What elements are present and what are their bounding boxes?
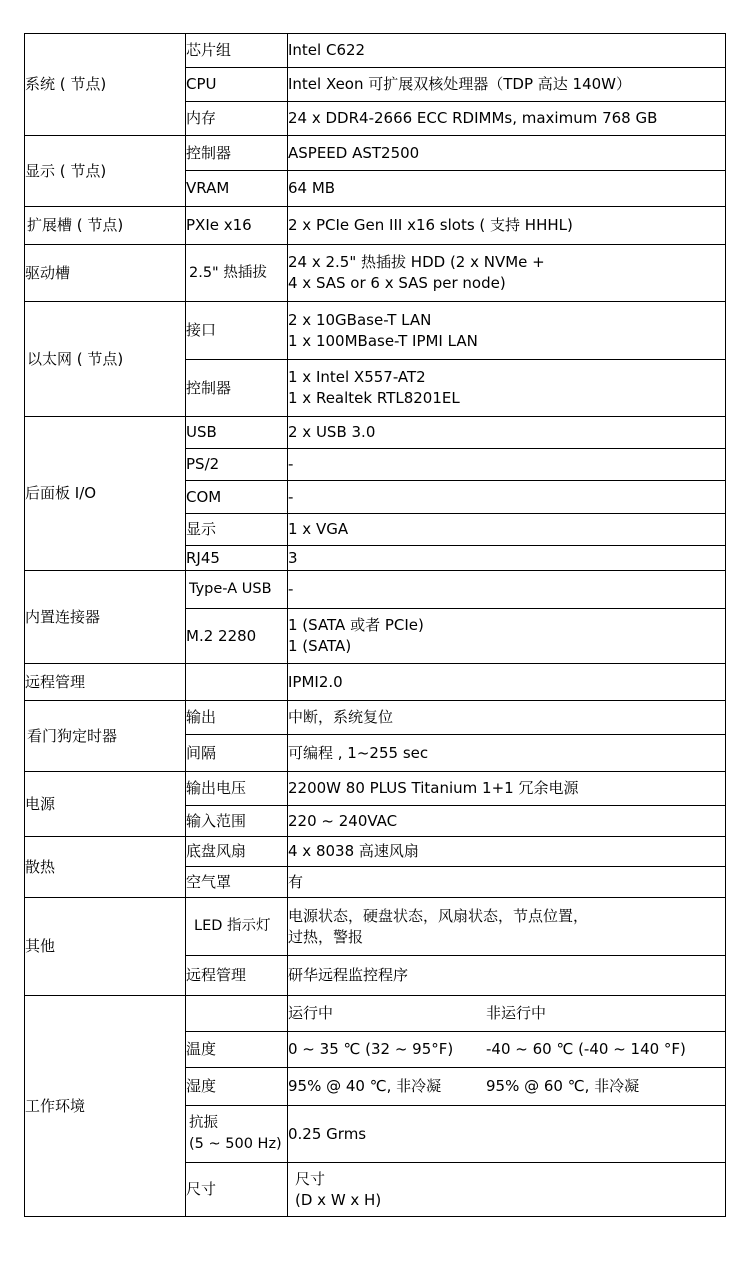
row-label: USB [186, 417, 288, 449]
value-operating: 95% @ 40 ℃, 非冷凝 [288, 1077, 442, 1095]
row-label: 接口 [186, 302, 288, 360]
table-row [25, 136, 726, 171]
table-row [25, 207, 726, 245]
label-line: (D x W x H) [295, 1190, 382, 1209]
category-rear-io: 后面板 I/O [25, 417, 186, 571]
table-row [25, 417, 726, 449]
label-line: 抗振 [189, 1115, 218, 1131]
category-dimensions: 尺寸 [186, 1163, 288, 1217]
row-label: M.2 2280 [186, 609, 288, 664]
row-label: PS/2 [186, 449, 288, 481]
row-label: 间隔 [186, 735, 288, 772]
value-line: 1 x Realtek RTL8201EL [288, 389, 460, 407]
value-non-operating: -40 ~ 60 ℃ (-40 ~ 140 °F) [486, 1040, 686, 1058]
label-line: (5 ~ 500 Hz) [189, 1136, 282, 1152]
row-label: 显示 [186, 514, 288, 546]
row-value: 3 [288, 546, 726, 571]
row-label: VRAM [186, 171, 288, 207]
row-label: LED 指示灯 [186, 898, 288, 956]
row-label [186, 1106, 288, 1163]
spec-table [24, 33, 726, 1217]
row-value: ASPEED AST2500 [288, 136, 726, 171]
label-line: 尺寸 [295, 1169, 326, 1188]
row-value: 4 x 8038 高速风扇 [288, 837, 726, 867]
row-label: Type-A USB [186, 571, 288, 609]
row-value: 可编程 , 1~255 sec [288, 735, 726, 772]
column-header-non-operating: 非运行中 [486, 1004, 547, 1022]
row-label: 温度 [186, 1032, 288, 1068]
row-value [288, 1032, 726, 1068]
row-label: 输出电压 [186, 772, 288, 806]
row-value: 24 x DDR4-2666 ECC RDIMMs, maximum 768 GB [288, 102, 726, 136]
table-row [25, 34, 726, 68]
category-cooling: 散热 [25, 837, 186, 898]
value-line: 24 x 2.5" 热插拔 HDD (2 x NVMe + [288, 253, 545, 271]
value-line: 电源状态，硬盘状态，风扇状态，节点位置， [288, 906, 589, 925]
column-header-operating: 运行中 [288, 1004, 334, 1022]
value-line: 4 x SAS or 6 x SAS per node) [288, 274, 506, 292]
table-row [25, 571, 726, 609]
value-line: 2 x 10GBase-T LAN [288, 310, 432, 329]
row-label: 远程管理 [186, 956, 288, 996]
category-display: 显示 ( 节点) [25, 136, 186, 207]
table-row [25, 245, 726, 302]
row-label: 控制器 [186, 360, 288, 417]
value-operating: 0 ~ 35 ℃ (32 ~ 95°F) [288, 1040, 454, 1058]
row-value: IPMI2.0 [288, 664, 726, 701]
row-value: 有 [288, 867, 726, 898]
row-value [288, 360, 726, 417]
row-label: 输入范围 [186, 806, 288, 837]
row-value [288, 302, 726, 360]
row-label: CPU [186, 68, 288, 102]
row-label: COM [186, 481, 288, 514]
row-value: 研华远程监控程序 [288, 956, 726, 996]
row-label: RJ45 [186, 546, 288, 571]
category-drive-bays: 驱动槽 [25, 245, 186, 302]
row-label: 底盘风扇 [186, 837, 288, 867]
category-watchdog: 看门狗定时器 [25, 701, 186, 772]
row-value: 220 ~ 240VAC [288, 806, 726, 837]
row-value [288, 996, 726, 1032]
category-system: 系统 ( 节点) [25, 34, 186, 136]
value-non-operating: 95% @ 60 ℃, 非冷凝 [486, 1077, 640, 1095]
table-row [25, 302, 726, 360]
row-label: 内存 [186, 102, 288, 136]
row-value [288, 898, 726, 956]
row-value: 2200W 80 PLUS Titanium 1+1 冗余电源 [288, 772, 726, 806]
row-value: Intel Xeon 可扩展双核处理器（TDP 高达 140W） [288, 68, 726, 102]
value-line: 1 (SATA 或者 PCIe) [288, 616, 424, 634]
table-row [25, 701, 726, 735]
value-line: 过热，警报 [288, 927, 364, 946]
row-label: 2.5" 热插拔 [186, 245, 288, 302]
row-value [288, 245, 726, 302]
row-label: 输出 [186, 701, 288, 735]
row-label [186, 996, 288, 1032]
category-expansion-slots: 扩展槽 ( 节点) [25, 207, 186, 245]
row-value: 中断，系统复位 [288, 701, 726, 735]
row-value [288, 1068, 726, 1106]
row-label: 湿度 [186, 1068, 288, 1106]
row-value: 2 x PCIe Gen III x16 slots ( 支持 HHHL) [288, 207, 726, 245]
value-line: 1 x Intel X557-AT2 [288, 368, 426, 386]
category-power: 电源 [25, 772, 186, 837]
row-value: - [288, 571, 726, 609]
category-environment: 工作环境 [25, 996, 186, 1217]
row-label [288, 1163, 726, 1217]
row-label: 控制器 [186, 136, 288, 171]
row-value: - [288, 481, 726, 514]
category-ethernet: 以太网 ( 节点) [25, 302, 186, 417]
row-value: 0.25 Grms [288, 1106, 726, 1163]
table-row [25, 664, 726, 701]
row-value: Intel C622 [288, 34, 726, 68]
row-value: 2 x USB 3.0 [288, 417, 726, 449]
table-row [25, 898, 726, 956]
value-line: 1 x 100MBase-T IPMI LAN [288, 331, 478, 350]
row-value: - [288, 449, 726, 481]
row-label: 芯片组 [186, 34, 288, 68]
table-row [25, 996, 726, 1032]
row-value: 1 x VGA [288, 514, 726, 546]
category-internal-connectors: 内置连接器 [25, 571, 186, 664]
row-value [288, 609, 726, 664]
table-row [25, 837, 726, 867]
row-label [186, 664, 288, 701]
category-remote-management: 远程管理 [25, 664, 186, 701]
row-label: PXIe x16 [186, 207, 288, 245]
row-label: 空气罩 [186, 867, 288, 898]
table-row [25, 772, 726, 806]
value-line: 1 (SATA) [288, 637, 352, 655]
row-value: 64 MB [288, 171, 726, 207]
category-other: 其他 [25, 898, 186, 996]
